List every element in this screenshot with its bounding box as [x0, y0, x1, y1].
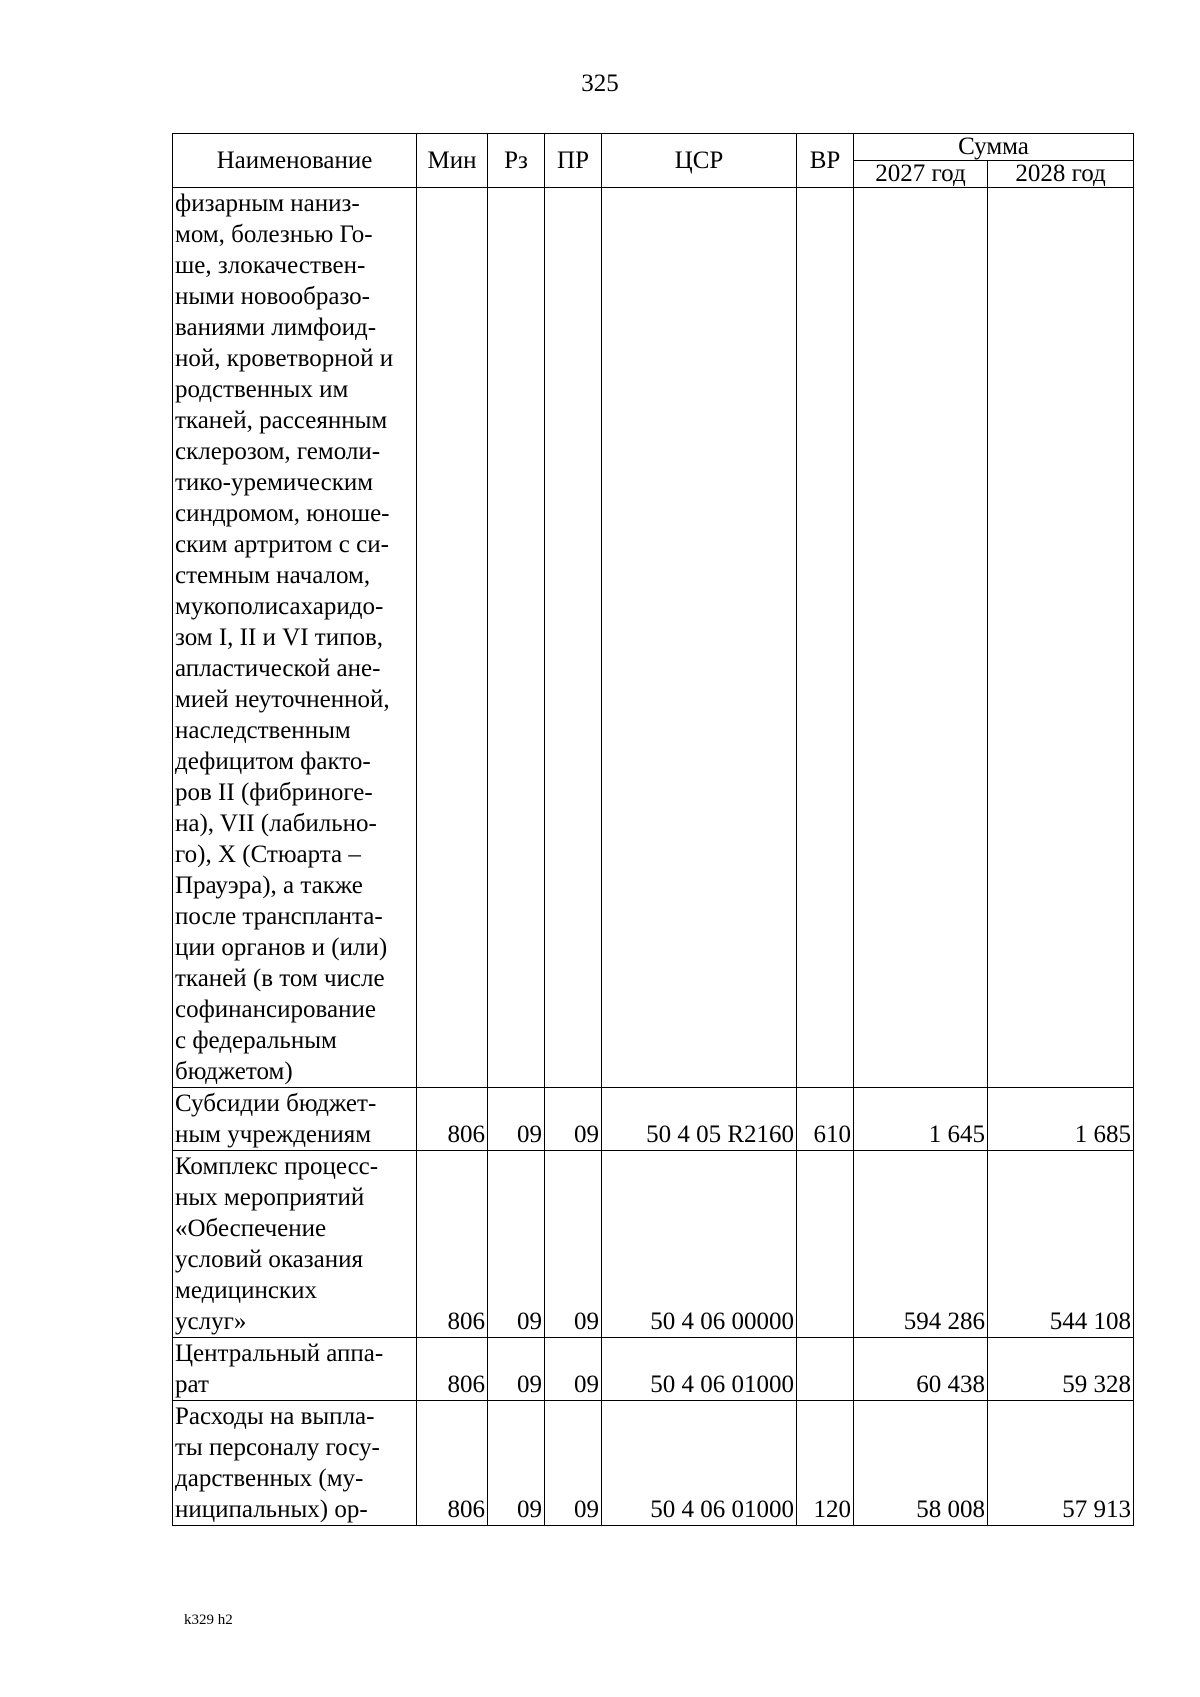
- cell-min: 806: [417, 1401, 488, 1526]
- header-row: [173, 134, 1134, 161]
- budget-table: [172, 133, 1134, 1526]
- cell-vr: 120: [797, 1401, 854, 1526]
- cell-sum-2027: 594 286: [854, 1151, 988, 1338]
- table-row: [173, 1151, 1134, 1338]
- cell-name: Расходы на выпла- ты персоналу госу- дарственных (му- ниципальных) ор-: [173, 1401, 417, 1526]
- cell-vr: 610: [797, 1088, 854, 1151]
- cell-rz: 09: [488, 1401, 545, 1526]
- cell-pr: 09: [545, 1401, 602, 1526]
- cell-sum-2027: 58 008: [854, 1401, 988, 1526]
- cell-csr: 50 4 06 01000: [602, 1401, 797, 1526]
- table-row: [173, 1401, 1134, 1526]
- cell-min: [417, 188, 488, 1088]
- cell-name: Центральный аппа- рат: [173, 1338, 417, 1401]
- cell-csr: 50 4 06 00000: [602, 1151, 797, 1338]
- table-row: [173, 188, 1134, 1088]
- cell-min: 806: [417, 1088, 488, 1151]
- cell-name: физарным наниз- мом, болезнью Го- ше, злокачествен- ными новообразо- ваниями лимфоид- ной, кроветворной и родственных им тканей, рассеянным склерозом, гемоли- тико-уремическим синдромом, юноше- ским артритом с си- стемным началом, мукополисахаридо- зом I, II и VI типов, апластической ане- мией неуточненной, наследственным дефицитом факто- ров II (фибриноге- на), VII (лабильно- го), X (Стюарта – Прауэра), а также после транспланта- ции органов и (или) тканей (в том числе софинансирование с федеральным бюджетом): [173, 188, 417, 1088]
- cell-pr: [545, 188, 602, 1088]
- cell-sum-2028: 1 685: [988, 1088, 1134, 1151]
- cell-sum-2028: [988, 188, 1134, 1088]
- cell-rz: [488, 188, 545, 1088]
- cell-sum-2028: 57 913: [988, 1401, 1134, 1526]
- cell-csr: 50 4 05 R2160: [602, 1088, 797, 1151]
- header-min: Мин: [417, 134, 488, 188]
- cell-pr: 09: [545, 1151, 602, 1338]
- cell-pr: 09: [545, 1338, 602, 1401]
- cell-rz: 09: [488, 1088, 545, 1151]
- cell-min: 806: [417, 1151, 488, 1338]
- cell-sum-2028: 544 108: [988, 1151, 1134, 1338]
- table-row: [173, 1088, 1134, 1151]
- page-number: 325: [581, 70, 619, 97]
- cell-csr: [602, 188, 797, 1088]
- cell-sum-2027: 1 645: [854, 1088, 988, 1151]
- header-rz: Рз: [488, 134, 545, 188]
- header-sum: Сумма: [854, 134, 1134, 161]
- header-vr: ВР: [797, 134, 854, 188]
- cell-pr: 09: [545, 1088, 602, 1151]
- header-year-2027: 2027 год: [854, 161, 988, 188]
- cell-vr: [797, 1338, 854, 1401]
- cell-vr: [797, 188, 854, 1088]
- cell-rz: 09: [488, 1338, 545, 1401]
- header-year-2028: 2028 год: [988, 161, 1134, 188]
- cell-name: Комплекс процесс- ных мероприятий «Обеспечение условий оказания медицинских услуг»: [173, 1151, 417, 1338]
- cell-csr: 50 4 06 01000: [602, 1338, 797, 1401]
- cell-sum-2027: 60 438: [854, 1338, 988, 1401]
- table-row: [173, 1338, 1134, 1401]
- cell-name: Субсидии бюджет- ным учреждениям: [173, 1088, 417, 1151]
- header-csr: ЦСР: [602, 134, 797, 188]
- cell-sum-2027: [854, 188, 988, 1088]
- table-body: [173, 188, 1134, 1526]
- footer-code: k329 h2: [184, 1612, 233, 1628]
- cell-sum-2028: 59 328: [988, 1338, 1134, 1401]
- cell-min: 806: [417, 1338, 488, 1401]
- cell-rz: 09: [488, 1151, 545, 1338]
- header-name: Наименование: [173, 134, 417, 188]
- header-pr: ПР: [545, 134, 602, 188]
- cell-vr: [797, 1151, 854, 1338]
